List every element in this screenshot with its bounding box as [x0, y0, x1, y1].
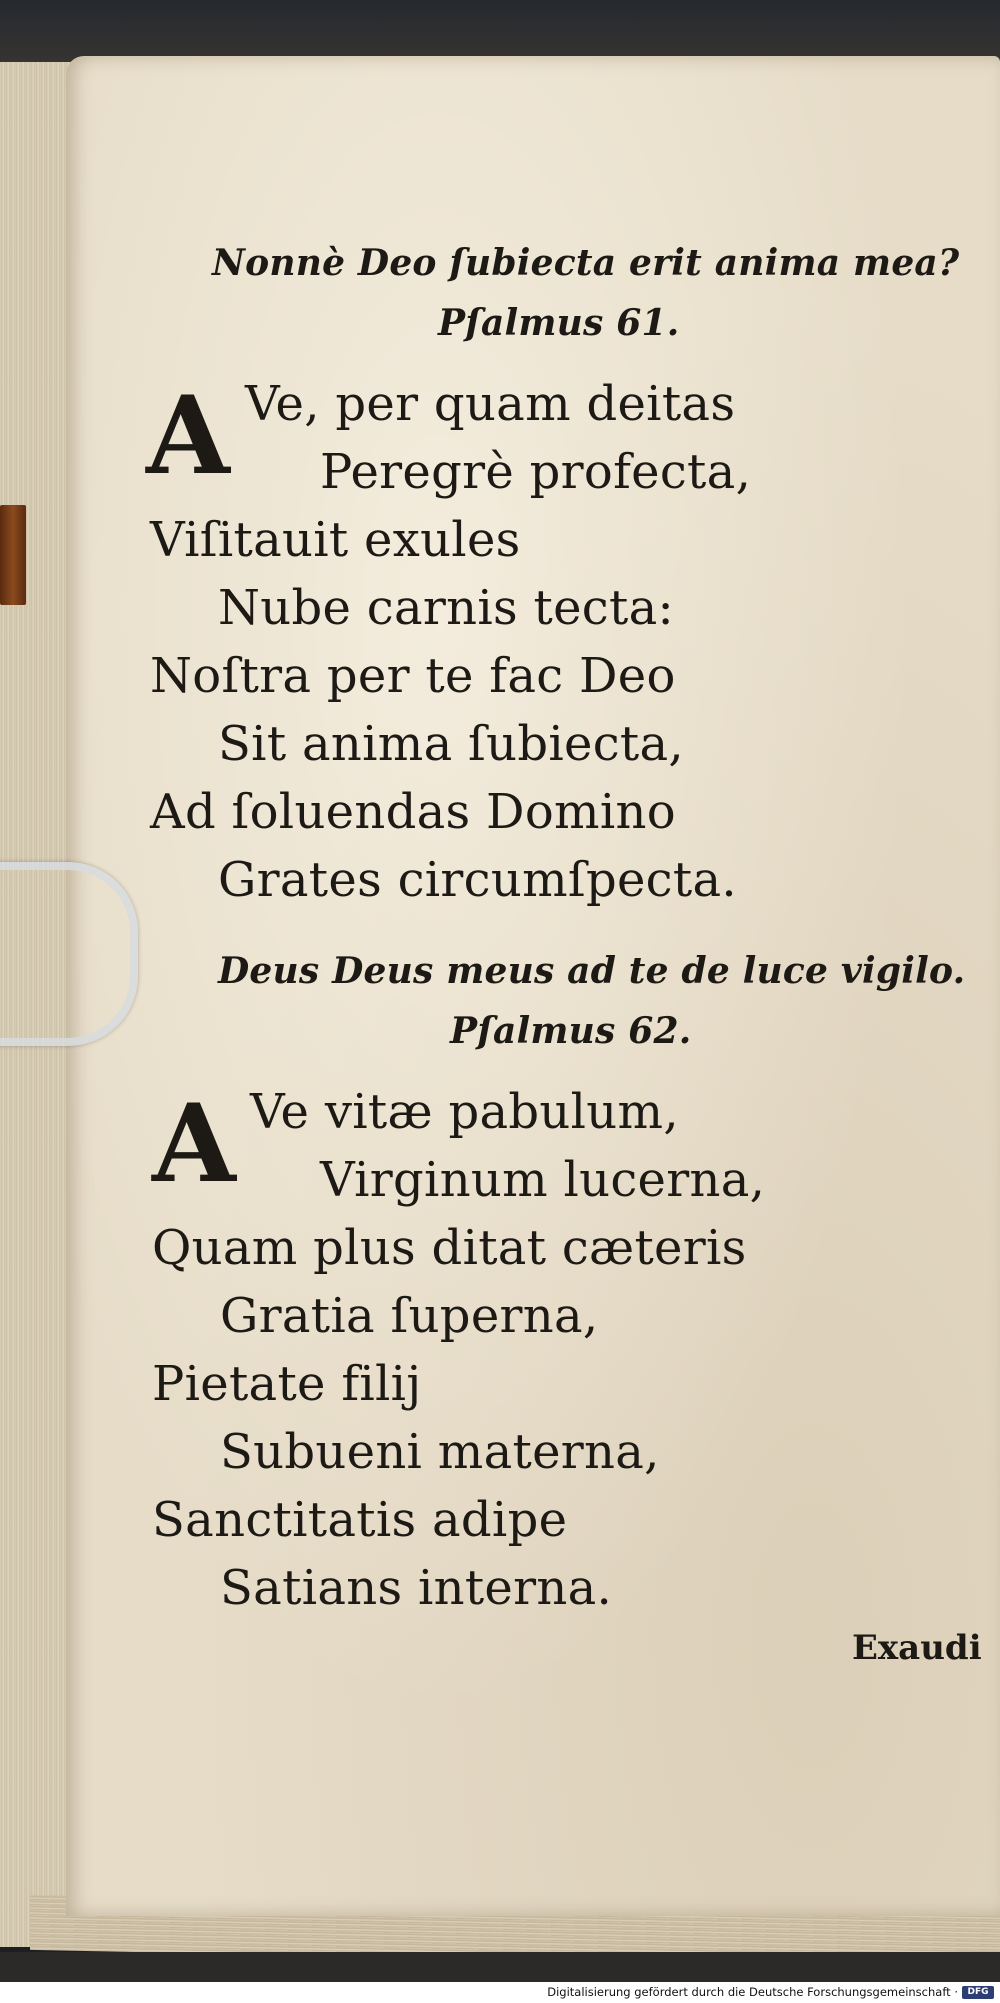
verse-line: Gratia ſuperna, [220, 1288, 599, 1344]
incipit-psalm-62: Deus Deus meus ad te de luce vigilo. [218, 950, 966, 992]
verse-line: Ve, per quam deitas [245, 376, 736, 432]
verse-line: Quam plus ditat cæteris [152, 1220, 747, 1276]
verse-line: Peregrè profecta, [320, 444, 752, 500]
funding-credit: Digitalisierung gefördert durch die Deutsche Forschungsgemeinschaft · [547, 1985, 958, 1999]
verse-line: Satians interna. [220, 1560, 613, 1616]
verse-line: Noſtra per te fac Deo [150, 648, 676, 704]
drop-cap-a: A [146, 373, 230, 499]
verse-line: Grates circumſpecta. [218, 852, 737, 908]
psalm-62-heading: Pſalmus 62. [450, 1010, 692, 1052]
verse-line: Sanctitatis adipe [152, 1492, 568, 1548]
verse-line: Subueni materna, [220, 1424, 660, 1480]
verse-line: Nube carnis tecta: [218, 580, 674, 636]
verse-line: Ve vitæ pabulum, [250, 1084, 679, 1140]
incipit-psalm-61: Nonnè Deo ſubiecta erit anima mea? [212, 242, 960, 284]
digitization-footer [0, 1982, 1000, 2003]
verse-line: Viſitauit exules [150, 512, 521, 568]
catchword: Exaudi [852, 1628, 982, 1668]
verse-line: Sit anima ſubiecta, [218, 716, 684, 772]
verse-line: Ad ſoluendas Domino [150, 784, 676, 840]
psalm-61-heading: Pſalmus 61. [438, 302, 680, 344]
drop-cap-a: A [152, 1081, 236, 1207]
dfg-logo: DFG [962, 1986, 994, 1999]
verse-line: Pietate filij [152, 1356, 422, 1412]
verse-line: Virginum lucerna, [320, 1152, 766, 1208]
